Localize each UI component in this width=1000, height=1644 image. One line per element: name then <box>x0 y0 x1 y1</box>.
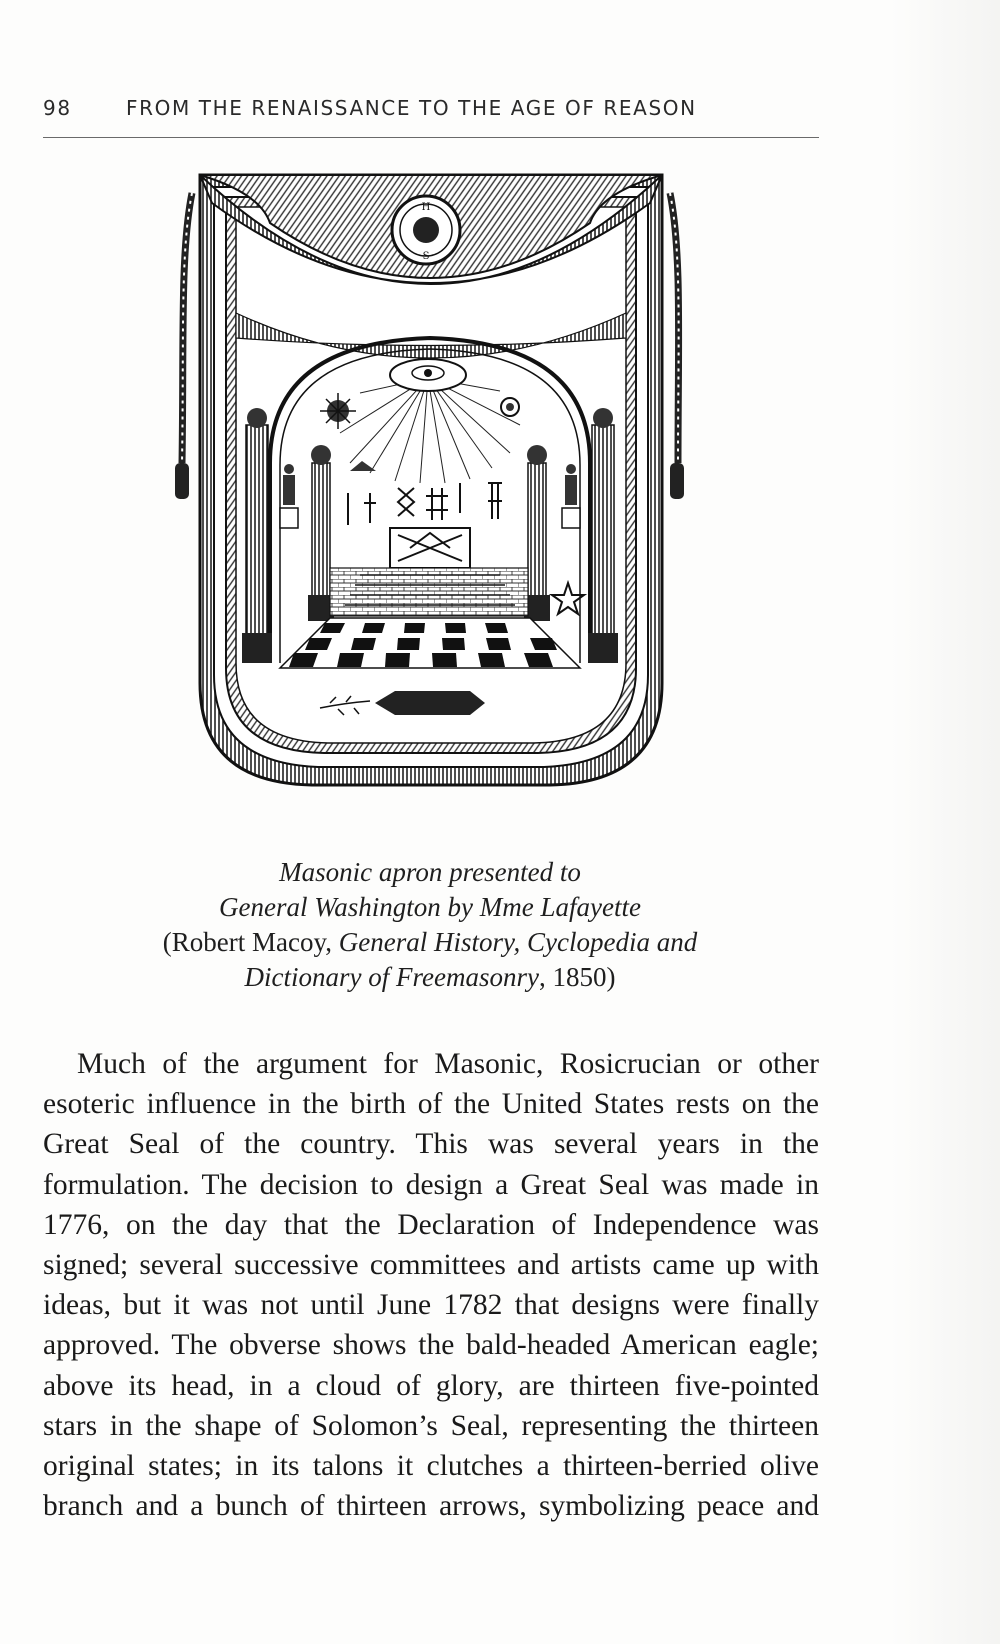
figure-caption <box>100 855 760 995</box>
caption-line-1: Masonic apron presented to <box>279 857 581 887</box>
svg-text:S: S <box>422 251 430 262</box>
body-line: ideas, but it was not until June 1782 that designs were finally <box>43 1289 819 1322</box>
body-line: stars in the shape of Solomon’s Seal, representing the thirteen <box>43 1409 819 1442</box>
svg-text:H: H <box>421 202 431 213</box>
body-line: above its head, in a cloud of glory, are thirteen five-pointed <box>43 1369 819 1402</box>
body-line: signed; several successive committees and artists came up with <box>43 1248 819 1281</box>
body-line: Great Seal of the country. This was several years in the <box>43 1128 819 1161</box>
body-line: 1776, on the day that the Declaration of Independence was <box>43 1208 819 1241</box>
checkered-floor <box>280 618 580 668</box>
body-line: branch and a bunch of thirteen arrows, symbolizing peace and <box>43 1490 819 1523</box>
header-rule <box>43 137 819 138</box>
body-paragraph <box>43 1044 819 1526</box>
body-line: esoteric influence in the birth of the United States rests on the <box>43 1088 819 1121</box>
body-line: original states; in its talons it clutches a thirteen-berried olive <box>43 1449 819 1482</box>
caption-line-3-title: General History, Cyclopedia and <box>338 927 698 957</box>
running-title: FROM THE RENAISSANCE TO THE AGE OF REASON <box>126 96 697 120</box>
page-number: 98 <box>43 96 72 120</box>
caption-line-4-suffix: , 1850) <box>538 962 616 992</box>
caption-line-2: General Washington by Mme Lafayette <box>219 892 641 922</box>
body-line: Much of the argument for Masonic, Rosicrucian or other <box>77 1048 819 1080</box>
page-edge-shadow <box>890 0 1000 1644</box>
body-line: approved. The obverse shows the bald-headed American eagle; <box>43 1329 819 1362</box>
caption-line-3-prefix: (Robert Macoy, <box>162 927 339 957</box>
caption-line-4-title: Dictionary of Freemasonry <box>244 962 539 992</box>
masonic-apron-engraving-icon <box>170 163 692 807</box>
masonic-apron-figure <box>170 163 692 807</box>
body-line: formulation. The decision to design a Great Seal was made in <box>43 1168 819 1201</box>
